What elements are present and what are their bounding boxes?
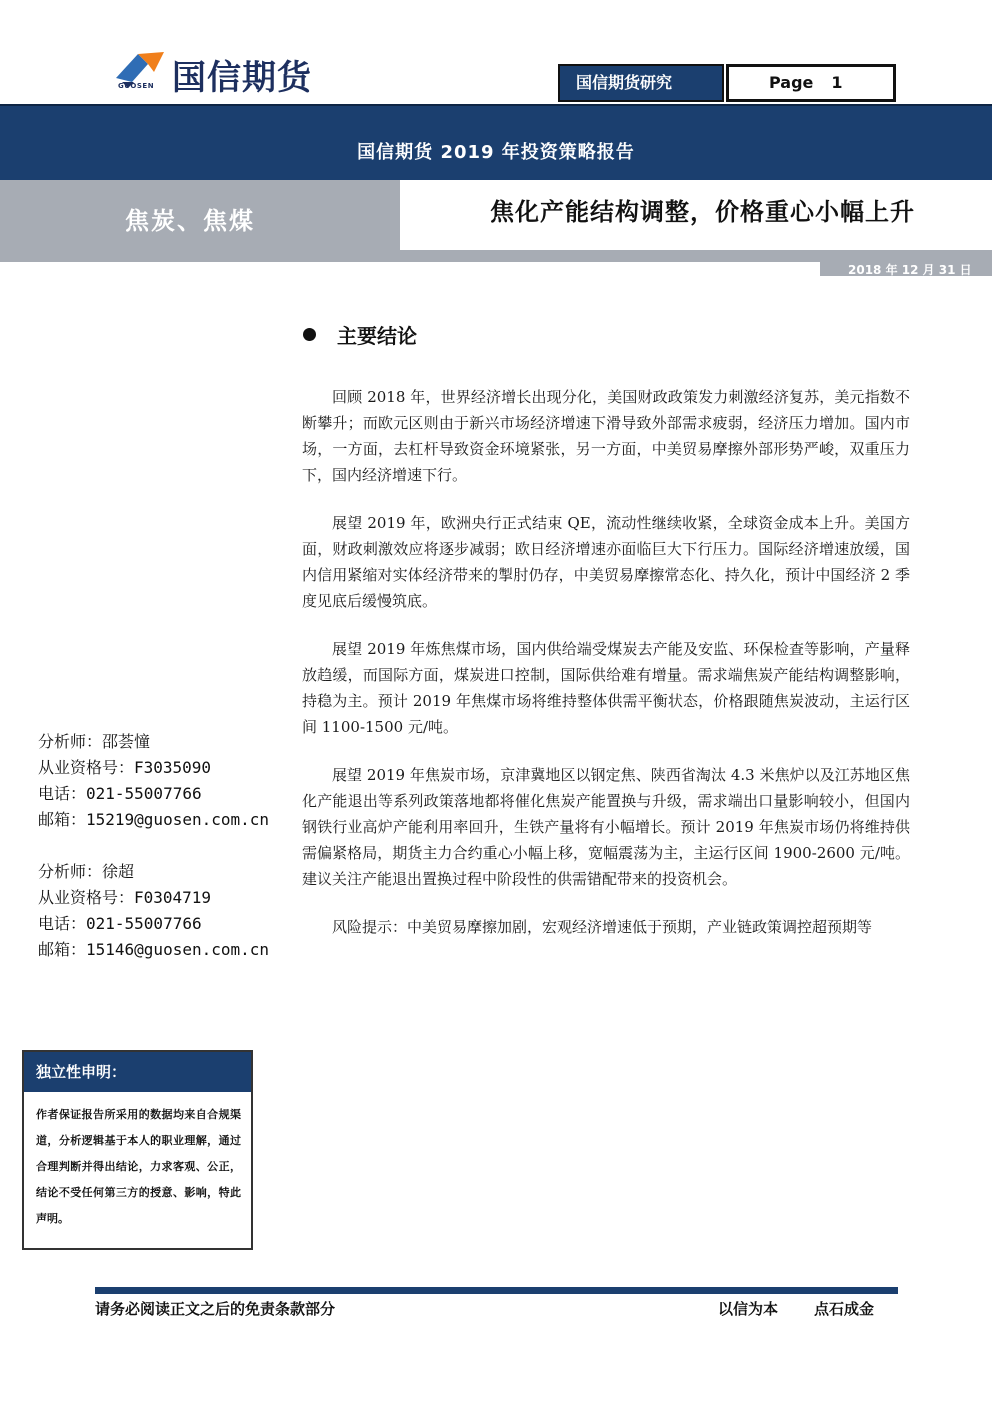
bullet-icon (303, 328, 316, 341)
analyst-email: 邮箱：15219@guosen.com.cn (38, 810, 270, 829)
page-indicator-box (726, 64, 896, 102)
report-series-band (0, 106, 992, 180)
paragraph-outlook-macro: 展望 2019 年，欧洲央行正式结束 QE，流动性继续收紧，全球资金成本上升。美国方面，财政刺激效应将逐步减弱；欧日经济增速亦面临巨大下行压力。国际经济增速放缓，国内信用紧缩对实体经济带来的掣肘仍存，中美贸易摩擦常态化、持久化，预计中国经济 2 季度见底后缓慢筑底。 (302, 514, 910, 610)
analyst-card (38, 859, 269, 963)
report-date: 2018 年 12 月 31 日 (848, 263, 972, 277)
category-label: 焦炭、焦煤 (125, 207, 255, 235)
analyst-phone: 电话：021-55007766 (38, 784, 202, 803)
declaration-title: 独立性申明： (24, 1052, 251, 1092)
declaration-text: 作者保证报告所采用的数据均来自合规渠道，分析逻辑基于本人的职业理解，通过合理判断并得出结论，力求客观、公正，结论不受任何第三方的授意、影响，特此声明。 (36, 1108, 241, 1225)
analyst-card (38, 729, 269, 833)
logo-subtext: GUOSEN (118, 82, 155, 90)
main-conclusions (302, 384, 910, 962)
analyst-phone: 电话：021-55007766 (38, 914, 202, 933)
analyst-license: 从业资格号：F0304719 (38, 888, 212, 907)
analyst-license: 从业资格号：F3035090 (38, 758, 212, 777)
report-series-title: 国信期货 2019 年投资策略报告 (357, 142, 635, 163)
paragraph-outlook-coke: 展望 2019 年焦炭市场，京津冀地区以钢定焦、陕西省淘汰 4.3 米焦炉以及江苏地区焦化产能退出等系列政策落地都将催化焦炭产能置换与升级，需求端出口量影响较小，但国内钢铁行业高炉产能利用率回升，生铁产量将有小幅增长。预计 2019 年焦炭市场仍将维持供需偏紧格局，期货主力合约重心小幅上移，宽幅震荡为主，主运行区间 1900-2600 元/吨。建议关注产能退出置换过程中阶段性的供需错配带来的投资机会。 (302, 766, 910, 888)
paragraph-risk-warning: 风险提示：中美贸易摩擦加剧，宏观经济增速低于预期，产业链政策调控超预期等 (332, 918, 873, 936)
independence-declaration (22, 1050, 253, 1250)
footer-motto-2: 点石成金 (814, 1300, 875, 1318)
paragraph-outlook-coking-coal: 展望 2019 年炼焦煤市场，国内供给端受煤炭去产能及安监、环保检查等影响，产量释放趋缓，而国际方面，煤炭进口控制，国际供给难有增量。需求端焦炭产能结构调整影响，持稳为主。预计 2019 年焦煤市场将维持整体供需平衡状态，价格跟随焦炭波动，主运行区间 1100-1500 元/吨。 (302, 640, 910, 736)
page-label: Page (769, 73, 814, 92)
section-heading: 主要结论 (337, 324, 417, 348)
analyst-email: 邮箱：15146@guosen.com.cn (38, 940, 270, 959)
footer-motto (718, 1298, 874, 1319)
research-label-box (558, 64, 724, 102)
analyst-name: 分析师：徐超 (38, 862, 135, 881)
footer-rule (95, 1287, 898, 1294)
research-label: 国信期货研究 (576, 73, 673, 92)
logo-name: 国信期货 (172, 58, 312, 98)
page-number: 1 (831, 73, 843, 92)
paragraph-review-2018: 回顾 2018 年，世界经济增长出现分化，美国财政政策发力刺激经济复苏，美元指数不断攀升；而欧元区则由于新兴市场经济增速下滑导致外部需求疲弱，经济压力增加。国内市场，一方面，去杠杆导致资金环境紧张，另一方面，中美贸易摩擦外部形势严峻，双重压力下，国内经济增速下行。 (302, 388, 910, 484)
analyst-info (38, 729, 269, 989)
footer-motto-1: 以信为本 (718, 1300, 779, 1318)
footer-disclaimer: 请务必阅读正文之后的免责条款部分 (95, 1300, 336, 1318)
analyst-name: 分析师：邵荟憧 (38, 732, 151, 751)
report-title: 焦化产能结构调整，价格重心小幅上升 (490, 198, 915, 226)
